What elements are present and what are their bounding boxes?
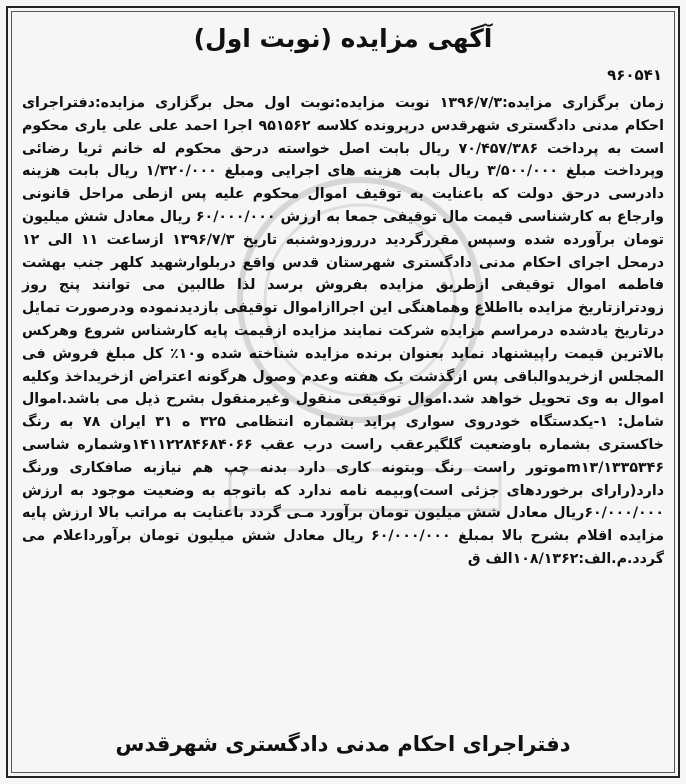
issuer-signature: دفتراجرای احکام مدنی دادگستری شهرقدس: [115, 732, 571, 756]
notice-body: زمان برگزاری مزایده:۱۳۹۶/۷/۳ نوبت مزایده:نوبت اول محل برگزاری مزایده:دفتراجرای احکام مدنی دادگستری شهرقدس درپرونده کلاسه ۹۵۱۵۶۲ اجرا احمد علی علی یاری محکوم است به پرداخت ۷۰/۴۵۷/۳۸۶ ریال بابت اصل خواسته درحق محکوم له خانم ثریا رضائی وپرداخت مبلغ ۳/۵۰۰/۰۰۰ ریال بابت هزینه های اجرایی ومبلغ ۱/۳۲۰/۰۰۰ ریال بابت هزینه دادرسی درحق دولت که باعنایت به توقیف اموال محکوم علیه پس ازطی مراحل قانونی وارجاع به کارشناسی قیمت مال توقیفی جمعا به ارزش ۶۰/۰۰۰/۰۰۰ ریال معادل شش میلیون تومان برآورده شده وسپس مقررگردید درروزدوشنبه تاریخ ۱۳۹۶/۷/۳ ازساعت ۱۱ الی ۱۲ درمحل اجرای احکام مدنی دادگستری شهرستان قدس واقع دربلوارشهید کلهر جنب بهشت فاطمه اموال توقیفی ازطریق مزایده بفروش برسد لذا طالبین می توانند پنج روز زودترازتاریخ مزایده بااطلاع وهماهنگی این اجراازاموال توقیفی بازدیدنموده ودرصورت تمایل درتاریخ یادشده درمراسم مزایده شرکت نمایند مزایده ازقیمت پایه کارشناس شروع وهرکس بالاترین قیمت راپیشنهاد نماید بعنوان برنده مزایده شناخته شده و۱۰٪ کل مبلغ فروش فی المجلس ازخریدوالباقی پس ازگذشت یک هفته وعدم وصول هرگونه اعتراض ازخریداخذ وکلیه اموال به وی تحویل خواهد شد.اموال توقیفی منقول وغیرمنقول بشرح ذیل می باشد.اموال شامل: ۱-یکدستگاه خودروی سواری پراید بشماره انتظامی ۳۲۵ ه ۳۱ ایران ۷۸ به رنگ خاکستری بشماره باوضعیت گلگیرعقب راست درب عقب ۱۴۱۱۲۲۸۴۶۸۴۰۶۶وشماره شاسی ۱۳۳۵۳۴۶/m۱۳موتور راست رنگ وبتونه کاری دارد بدنه چپ هم نیازبه صافکاری ورنگ دارد(رارای برخوردهای جزئی است)وبیمه نامه ندارد که باتوجه به وضعیت موجود به ارزش ۶۰/۰۰۰/۰۰۰ریال معادل شش میلیون تومان برآورد مـی گردد باعنایت به مراتب بالا ارزش پایه مزایده اقلام بشرح بالا بمبلغ ۶۰/۰۰۰/۰۰۰ ریال معادل شش میلیون تومان برآورداعلام می گردد.م.الف:۱۰۸/۱۳۶۲الف ق: [22, 95, 664, 567]
notice-title: آگهی مزایده (نوبت اول): [193, 24, 493, 53]
reference-number: ۹۶۰۵۴۱: [607, 66, 662, 84]
